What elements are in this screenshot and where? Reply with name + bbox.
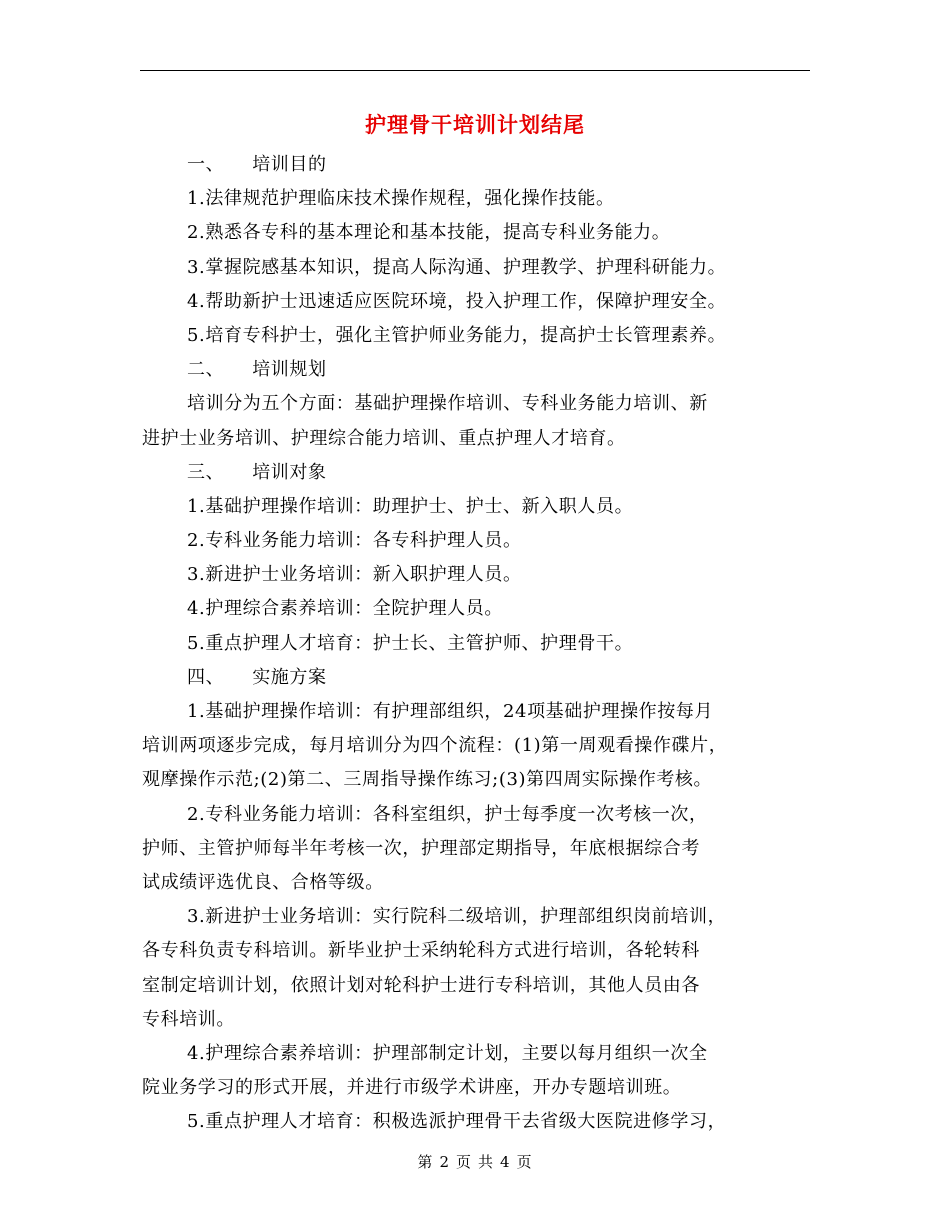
paragraph-line: 院业务学习的形式开展，并进行市级学术讲座，开办专题培训班。 [142, 1077, 682, 1099]
paragraph-line: 各专科负责专科培训。新毕业护士采纳轮科方式进行培训，各轮转科 [142, 940, 700, 962]
paragraph-line: 护师、主管护师每半年考核一次，护理部定期指导，年底根据综合考 [142, 837, 700, 859]
paragraph-line: 专科培训。 [142, 1008, 235, 1030]
section-number: 二、 [187, 359, 225, 381]
paragraph-line: 观摩操作示范;(2)第二、三周指导操作练习;(3)第四周实际操作考核。 [142, 769, 713, 791]
page-total-prefix: 共 [478, 1153, 495, 1171]
document-title: 护理骨干培训计划结尾 [365, 112, 585, 137]
document-body [142, 148, 810, 1139]
section-heading-targets [142, 456, 810, 490]
list-item: 1.法律规范护理临床技术操作规程，强化操作技能。 [187, 188, 615, 210]
list-item: 4.护理综合素养培训：全院护理人员。 [187, 598, 503, 620]
paragraph-line: 3.新进护士业务培训：实行院科二级培训，护理部组织岗前培训， [187, 906, 727, 928]
section-heading-implementation [142, 661, 810, 695]
page-label-prefix: 第 [417, 1153, 434, 1171]
paragraph-line: 4.护理综合素养培训：护理部制定计划，主要以每月组织一次全 [187, 1042, 708, 1064]
list-item: 2.熟悉各专科的基本理论和基本技能，提高专科业务能力。 [187, 222, 671, 244]
list-item: 5.重点护理人才培育：护士长、主管护师、护理骨干。 [187, 632, 634, 654]
section-title: 培训规划 [252, 359, 327, 381]
list-item: 3.新进护士业务培训：新入职护理人员。 [187, 564, 522, 586]
paragraph-line: 5.重点护理人才培育：积极选派护理骨干去省级大医院进修学习， [187, 1111, 727, 1133]
page-total-unit: 页 [516, 1153, 533, 1171]
paragraph-line: 培训两项逐步完成，每月培训分为四个流程：(1)第一周观看操作碟片， [142, 735, 728, 757]
section-number: 四、 [187, 666, 225, 688]
section-heading-planning [142, 353, 810, 387]
page-current: 2 [439, 1153, 450, 1171]
section-heading-purpose [142, 148, 810, 182]
page-footer [0, 1152, 950, 1172]
paragraph-line: 1.基础护理操作培训：有护理部组织，24项基础护理操作按每月 [187, 701, 714, 722]
list-item: 4.帮助新护士迅速适应医院环境，投入护理工作，保障护理安全。 [187, 290, 727, 312]
section-number: 三、 [187, 461, 225, 483]
section-number: 一、 [187, 154, 225, 175]
paragraph-line: 培训分为五个方面：基础护理操作培训、专科业务能力培训、新 [187, 393, 708, 415]
list-item: 5.培育专科护士，强化主管护师业务能力，提高护士长管理素养。 [187, 324, 727, 346]
section-title: 实施方案 [252, 666, 327, 688]
paragraph-line: 进护士业务培训、护理综合能力培训、重点护理人才培育。 [142, 427, 626, 449]
page-total: 4 [500, 1153, 511, 1171]
section-title: 培训对象 [252, 461, 327, 483]
paragraph-line: 室制定培训计划，依照计划对轮科护士进行专科培训，其他人员由各 [142, 974, 700, 996]
page-label-unit: 页 [455, 1153, 472, 1171]
paragraph-line: 2.专科业务能力培训：各科室组织，护士每季度一次考核一次， [187, 803, 708, 825]
header-rule [140, 70, 810, 71]
list-item: 1.基础护理操作培训：助理护士、护士、新入职人员。 [187, 495, 634, 517]
paragraph-line: 试成绩评选优良、合格等级。 [142, 871, 384, 893]
section-title: 培训目的 [252, 154, 327, 175]
list-item: 3.掌握院感基本知识，提高人际沟通、护理教学、护理科研能力。 [187, 256, 727, 278]
list-item: 2.专科业务能力培训：各专科护理人员。 [187, 530, 522, 552]
